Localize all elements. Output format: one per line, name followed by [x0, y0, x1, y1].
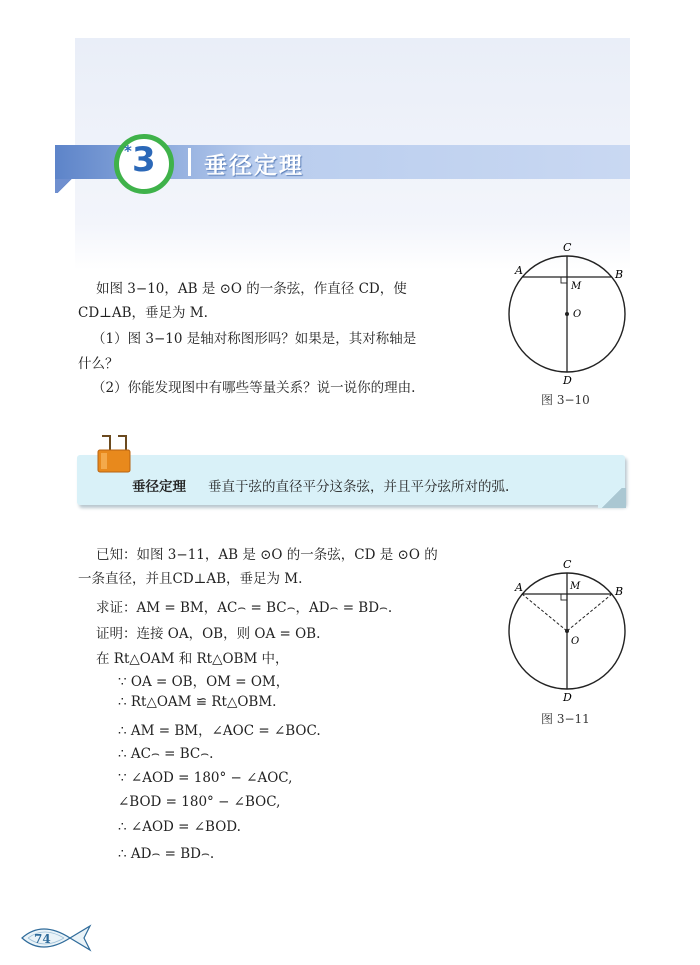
proof-line-8: ∴ AM = BM，∠AOC = ∠BOC. [118, 723, 321, 739]
proof-line-1: 已知：如图 3−11，AB 是 ⊙O 的一条弦，CD 是 ⊙O 的 [96, 547, 438, 563]
proof-line-12: ∴ ∠AOD = ∠BOD. [118, 819, 241, 835]
theorem-box-fold [598, 488, 626, 508]
label-d: D [563, 691, 572, 704]
label-b: B [615, 268, 624, 281]
intro-line-2: CD⊥AB，垂足为 M. [78, 305, 208, 321]
label-b: B [615, 585, 624, 598]
proof-line-5: 在 Rt△OAM 和 Rt△OBM 中， [96, 651, 289, 667]
center-point [565, 629, 569, 633]
proof-line-9: ∴ AC⌢ = BC⌢. [118, 746, 214, 762]
label-a: A [515, 581, 523, 594]
section-title: 垂径定理 [204, 153, 304, 179]
intro-line-1: 如图 3−10，AB 是 ⊙O 的一条弦，作直径 CD，使 [96, 281, 407, 297]
label-m: M [570, 581, 581, 592]
figure-3-11-caption: 图 3−11 [541, 712, 590, 726]
proof-line-11: ∠BOD = 180° − ∠BOC, [118, 794, 281, 810]
title-separator [188, 148, 191, 176]
label-o: O [573, 309, 582, 320]
label-o: O [571, 636, 580, 647]
label-a: A [515, 264, 523, 277]
intro-line-3: （1）图 3−10 是轴对称图形吗？如果是，其对称轴是 [92, 331, 417, 347]
page-number: 74 [34, 932, 51, 946]
proof-line-6: ∵ OA = OB，OM = OM， [118, 674, 290, 690]
segment-oa [522, 594, 567, 631]
label-d: D [563, 374, 572, 387]
segment-ob [567, 594, 612, 631]
label-c: C [563, 241, 572, 254]
right-angle-mark [561, 277, 567, 283]
section-number: 3 [132, 140, 156, 180]
label-c: C [563, 558, 572, 571]
figure-3-11 [505, 555, 635, 705]
proof-line-7: ∴ Rt△OAM ≌ Rt△OBM. [118, 694, 277, 710]
proof-line-2: 一条直径，并且CD⊥AB，垂足为 M. [78, 571, 303, 587]
proof-line-3: 求证：AM = BM，AC⌢ = BC⌢，AD⌢ = BD⌢. [96, 600, 393, 616]
label-m: M [571, 281, 582, 292]
theorem-label: 垂径定理 [132, 479, 186, 495]
theorem-text: 垂直于弦的直径平分这条弦，并且平分弦所对的弧. [208, 479, 510, 495]
proof-line-4: 证明：连接 OA，OB，则 OA = OB. [96, 626, 321, 642]
right-angle-mark [561, 594, 567, 600]
center-point [565, 312, 569, 316]
proof-line-10: ∵ ∠AOD = 180° − ∠AOC, [118, 770, 293, 786]
figure-3-10 [505, 238, 635, 388]
intro-line-4: 什么？ [78, 356, 119, 372]
intro-line-5: （2）你能发现图中有哪些等量关系？说一说你的理由. [92, 380, 416, 396]
binder-clip-icon [96, 432, 132, 476]
title-bar-fold [55, 179, 75, 193]
proof-line-13: ∴ AD⌢ = BD⌢. [118, 846, 215, 862]
figure-3-10-caption: 图 3−10 [541, 393, 590, 407]
fish-icon [18, 918, 98, 958]
optional-star-mark: * [124, 142, 132, 160]
